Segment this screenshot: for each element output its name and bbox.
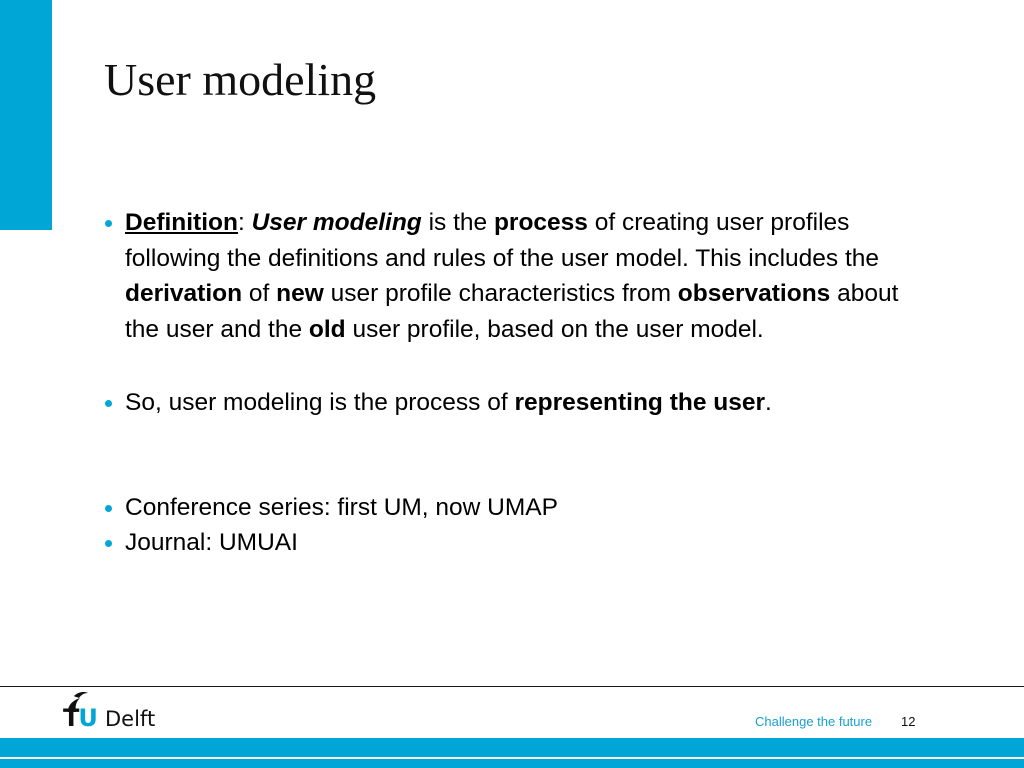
page-number: 12	[901, 714, 916, 729]
text-run: about the user and the	[125, 280, 899, 344]
emphasis: process	[493, 209, 588, 236]
text-run: is the	[421, 209, 494, 236]
text-run: of	[242, 280, 277, 308]
text-run: Conference series: first UM, now UMAP	[125, 493, 558, 521]
emphasis: derivation	[125, 280, 243, 308]
bullet-dot-icon	[105, 505, 112, 512]
bottom-band	[0, 738, 1024, 768]
bottom-band-stripe	[0, 757, 1024, 759]
footer-slogan: Challenge the future	[755, 714, 873, 729]
bullet-dot-icon	[105, 220, 112, 227]
bullet-list	[103, 205, 903, 561]
text-run: .	[765, 388, 772, 416]
emphasis: observations	[677, 280, 831, 308]
emphasis: new	[276, 280, 324, 308]
bullet-summary	[103, 385, 903, 421]
logo-delft-text: Delft	[105, 707, 156, 731]
text-run: of creating user profiles following the definitions and rules of the user model. This includes the	[125, 209, 880, 272]
footer-divider	[0, 686, 1024, 687]
text-run: user profile, based on the user model.	[345, 316, 764, 344]
bullet-conference	[103, 490, 903, 526]
defined-term: User modeling	[251, 209, 422, 236]
bullet-dot-icon	[105, 400, 112, 407]
definition-term: Definition	[125, 209, 238, 236]
emphasis: representing the user	[514, 388, 765, 416]
bullet-dot-icon	[105, 540, 112, 547]
text-run: :	[237, 209, 252, 236]
text-run: Journal: UMUAI	[125, 529, 298, 557]
slide-title: User modeling	[104, 54, 377, 105]
bullet-journal	[103, 525, 903, 561]
logo-tu-text: TU	[63, 704, 97, 732]
text-run: So, user modeling is the process of	[125, 388, 515, 416]
bullet-definition	[103, 205, 903, 348]
text-run: user profile characteristics from	[323, 280, 678, 308]
tudelft-logo	[62, 690, 170, 736]
accent-bar	[0, 0, 52, 230]
emphasis: old	[308, 316, 346, 344]
